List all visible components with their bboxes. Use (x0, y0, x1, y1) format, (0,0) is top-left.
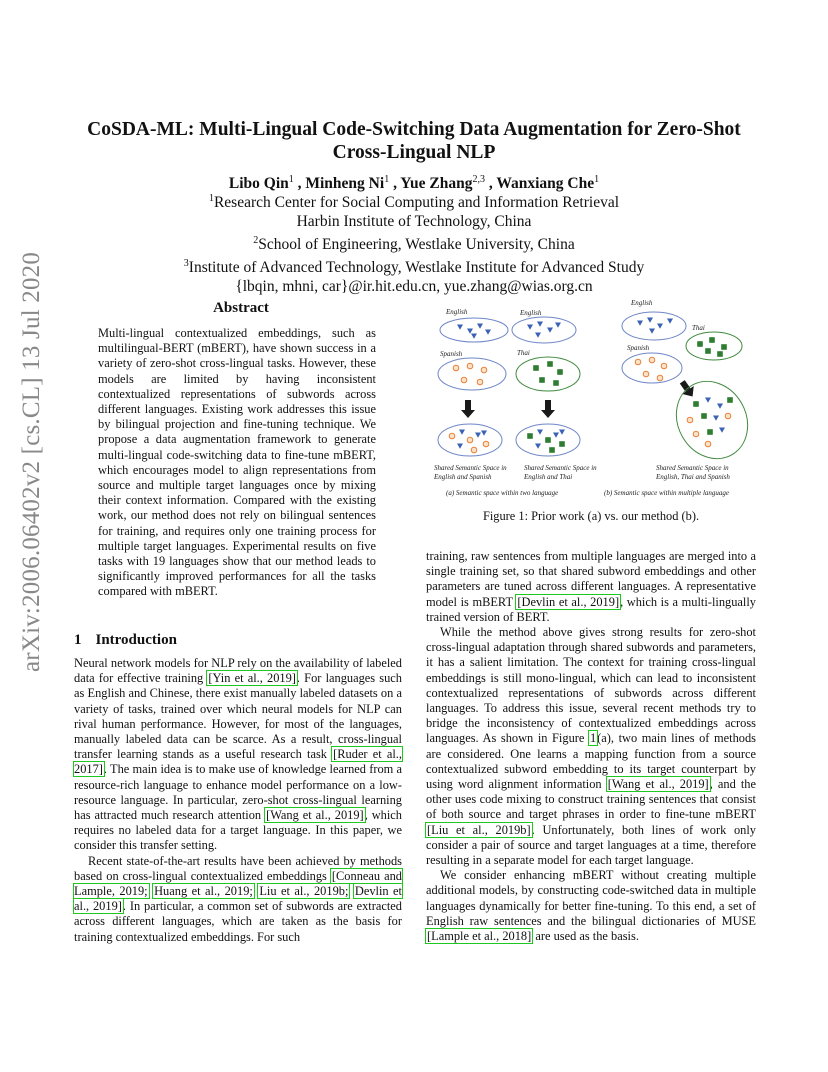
thai-marker-icon (697, 341, 703, 347)
figure-caption: Figure 1: Prior work (a) vs. our method (b). (482, 509, 700, 523)
subcaption-b: (b) Semantic space within multiple language (604, 489, 730, 497)
english-marker-icon (649, 329, 655, 334)
spanish-marker-icon (649, 357, 655, 363)
affiliations (80, 189, 748, 296)
english-marker-icon (457, 325, 463, 330)
english-marker-icon (457, 444, 463, 449)
english-marker-icon (535, 333, 541, 338)
english-marker-icon (713, 416, 719, 421)
thai-marker-icon (727, 397, 733, 403)
author-name: Libo Qin (228, 175, 289, 193)
thai-marker-icon (547, 361, 553, 367)
citation-link[interactable]: Liu et al., 2019b; (259, 884, 349, 899)
affiliation-1 (80, 189, 748, 212)
paper-title (80, 118, 748, 164)
spanish-marker-icon (449, 433, 455, 439)
english-marker-icon (537, 322, 543, 327)
author-name: Wanxiang Che (496, 175, 595, 193)
down-arrow-icon (541, 400, 555, 418)
figure-1 (426, 292, 756, 504)
affiliation-text: Research Center for Social Computing and Information Retrieval (213, 194, 620, 212)
section-heading-introduction (74, 632, 177, 649)
spanish-marker-icon (643, 371, 649, 377)
spanish-marker-icon (467, 363, 473, 369)
citation-link[interactable]: [Wang et al., 2019] (266, 808, 364, 823)
citation-link[interactable]: [Lample et al., 2018] (427, 929, 532, 944)
english-marker-icon (717, 404, 723, 409)
shared-space-ellipse (663, 368, 756, 471)
spanish-marker-icon (687, 417, 693, 423)
thai-marker-icon (527, 433, 533, 439)
english-marker-icon (467, 329, 473, 334)
intro-paragraph-4: While the method above gives strong results for zero-shot cross-lingual adaptation through shared subwords and parameters, it has a salient limitation. The context for training cross-lingual embeddings is still mono-lingual, which can lead to inconsistent contextualized representations of subwords across different languages. To address this issue, several recent methods try to bridge the inconsistency of contextualized embeddings across languages. As shown in Figure 1(a), two main lines of methods are considered. One learns a mapping function from a source contextualized subword embedding to its target counterpart by using word alignment information [Wang et al., 2019], and the other uses code mixing to construct training sentences that consist of both source and target phrases in order to fine-tune mBERT [Liu et al., 2019b]. Unfortunately, both lines of work only consider a pair of source and target languages at a time, therefore resulting in a separate model for each target language. (426, 625, 757, 868)
english-marker-icon (559, 430, 565, 435)
citation-link[interactable]: Huang et al., 2019; (154, 884, 253, 899)
spanish-marker-icon (635, 359, 641, 365)
author-affiliation-mark: 1 (384, 174, 390, 185)
intro-paragraph-2: Recent state-of-the-art results have been achieved by methods based on cross-lingual contextualized embeddings [Conneau and Lample, 2019; Huang et al., 2019; Liu et al., 2019b; Devlin et al., 2019]. In particular, a common set of subwords are extracted across different languages, which are taken as the basis for training contextualized embeddings. For such (74, 853, 403, 944)
spanish-marker-icon (725, 413, 731, 419)
citation-link[interactable]: [Liu et al., 2019b] (427, 822, 531, 837)
english-marker-icon (477, 324, 483, 329)
label-english: English (631, 299, 653, 307)
thai-ellipse (686, 332, 742, 360)
spanish-marker-icon (471, 447, 477, 453)
english-marker-icon (647, 318, 653, 323)
author-emails: {lbqin, mhni, car}@ir.hit.edu.cn, yue.zhang@wias.org.cn (235, 278, 593, 296)
thai-marker-icon (559, 441, 565, 447)
spanish-marker-icon (481, 367, 487, 373)
spanish-marker-icon (693, 431, 699, 437)
english-marker-icon (471, 334, 477, 339)
spanish-marker-icon (453, 365, 459, 371)
english-marker-icon (637, 321, 643, 326)
english-marker-icon (535, 444, 541, 449)
affiliation-mark: 2 (253, 235, 259, 247)
english-marker-icon (705, 398, 711, 403)
english-marker-icon (475, 433, 481, 438)
affiliation-text: School of Engineering, Westlake University, China (258, 236, 575, 254)
spanish-marker-icon (705, 441, 711, 447)
spanish-marker-icon (461, 377, 467, 383)
intro-paragraph-1: Neural network models for NLP rely on the availability of labeled data for effective training [Yin et al., 2019]. For languages such as English and Chinese, there exist manually labeled datasets on a variety of tasks, trained over which neural models for NLP can rival human performance. However, for most of the languages, manually labeled data can be scarce. As a result, cross-lingual transfer learning stands as a useful research task [Ruder et al., 2017]. The main idea is to make use of knowledge learned from a resource-rich language to enhance model performance on a low-resource language. In particular, zero-shot cross-lingual learning has attracted much research attention [Wang et al., 2019], which requires no labeled data for a target language. In this paper, we consider this transfer setting. (74, 656, 403, 853)
citation-link[interactable]: Devlin et al., 2019] (74, 884, 403, 914)
shared-space-label: English and Thai (524, 473, 573, 481)
arxiv-identifier: arXiv:2006.06402v2 [cs.CL] 13 Jul 2020 (18, 251, 45, 672)
figure-1-diagram (426, 292, 756, 504)
thai-marker-icon (553, 380, 559, 386)
thai-marker-icon (721, 344, 727, 350)
subcaption-a: (a) Semantic space within two language (446, 489, 559, 497)
thai-marker-icon (701, 413, 707, 419)
affiliation-1-line-2: Harbin Institute of Technology, China (296, 213, 532, 231)
spanish-marker-icon (661, 363, 667, 369)
citation-link[interactable]: [Yin et al., 2019] (208, 671, 296, 686)
abstract-text: Multi-lingual contextualized embeddings, such as multilingual-BERT (mBERT), have shown success in a variety of zero-shot cross-lingual tasks. However, these models are limited by having inconsistent contextualized representations of subwords across different languages. Existing work addresses this issue by bilingual projection and fine-tuning technique. We propose a data augmentation framework to generate multi-lingual code-switching data to fine-tune mBERT, which encourages model to align representations from source and multiple target languages once by mixing their context information. Compared with the existing work, our method does not rely on bilingual sentences for training, and requires only one training process for multiple target languages. Experimental results on five tasks with 19 languages show that our method leads to significantly improved performances for all the tasks compared with mBERT. (98, 326, 376, 599)
thai-marker-icon (709, 337, 715, 343)
english-marker-icon (553, 433, 559, 438)
spanish-ellipse (438, 358, 506, 390)
section-number: 1 (74, 632, 82, 648)
thai-marker-icon (533, 365, 539, 371)
thai-marker-icon (545, 437, 551, 443)
english-marker-icon (537, 430, 543, 435)
thai-marker-icon (705, 348, 711, 354)
label-spanish: Spanish (627, 344, 650, 352)
shared-space-label: Shared Semantic Space in (434, 464, 507, 472)
english-marker-icon (657, 324, 663, 329)
shared-space-label: English, Thai and Spanish (656, 473, 730, 481)
title-line-2: Cross-Lingual NLP (332, 142, 496, 163)
thai-marker-icon (539, 377, 545, 383)
spanish-marker-icon (483, 441, 489, 447)
english-marker-icon (485, 330, 491, 335)
affiliation-mark: 1 (208, 193, 214, 204)
citation-link[interactable]: [Ruder et al., 2017] (74, 747, 402, 777)
intro-paragraph-5: We consider enhancing mBERT without creating multiple additional models, by constructing code-switched data in multiple languages dynamically for better fine-tuning. To this end, a set of English raw sentences and the bilingual dictionaries of MUSE [Lample et al., 2018] are used as the basis. (426, 868, 756, 944)
affiliation-mark: 3 (183, 258, 189, 270)
section-title: Introduction (95, 632, 177, 648)
author-list: Libo Qin$^1$ , Minheng Ni$^1$ , Yue Zhang$^{2,3}$ , Wanxiang Che$^1$ (228, 174, 600, 193)
shared-space-label: Shared Semantic Space in (656, 464, 729, 472)
figure-reference-link[interactable]: 1 (589, 731, 597, 746)
english-marker-icon (459, 430, 465, 435)
thai-marker-icon (557, 369, 563, 375)
citation-link[interactable]: [Conneau and Lample, 2019; (74, 868, 402, 899)
left-column-body (74, 656, 402, 945)
affiliation-3 (80, 254, 748, 277)
shared-space-label: Shared Semantic Space in (524, 464, 597, 472)
down-arrow-icon (461, 400, 475, 418)
author-name: Minheng Ni (305, 175, 385, 193)
thai-marker-icon (707, 429, 713, 435)
thai-marker-icon (693, 401, 699, 407)
label-english: English (446, 308, 468, 316)
right-column-body (426, 549, 756, 944)
spanish-marker-icon (657, 375, 663, 381)
author-affiliation-mark: 2,3 (472, 174, 485, 185)
abstract-heading: Abstract (213, 300, 269, 316)
spanish-marker-icon (467, 437, 473, 443)
thai-marker-icon (717, 351, 723, 357)
author-affiliation-mark: 1 (594, 174, 600, 185)
title-line-1: CoSDA-ML: Multi-Lingual Code-Switching Data Augmentation for Zero-Shot (87, 119, 741, 140)
english-marker-icon (481, 431, 487, 436)
label-english: English (520, 309, 542, 317)
thai-marker-icon (549, 447, 555, 453)
intro-paragraph-3: training, raw sentences from multiple languages are merged into a single training set, so that shared subword embeddings and other parameters are tuned across different languages. A representative model is mBERT [Devlin et al., 2019], which is a multi-lingually trained version of BERT. (426, 549, 756, 624)
label-spanish: Spanish (440, 350, 463, 358)
shared-space-label: English and Spanish (434, 473, 492, 481)
english-marker-icon (667, 319, 673, 324)
english-ellipse (512, 317, 576, 343)
english-marker-icon (547, 328, 553, 333)
english-marker-icon (527, 325, 533, 330)
english-marker-icon (555, 323, 561, 328)
author-name: Yue Zhang (400, 175, 473, 193)
spanish-marker-icon (477, 379, 483, 385)
english-marker-icon (719, 428, 725, 433)
citation-link[interactable]: [Wang et al., 2019] (607, 777, 709, 792)
affiliation-2 (80, 231, 748, 254)
citation-link[interactable]: [Devlin et al., 2019] (517, 594, 620, 609)
author-affiliation-mark: 1 (288, 174, 294, 185)
affiliation-text: Institute of Advanced Technology, Westlake Institute for Advanced Study (188, 259, 645, 277)
label-thai: Thai (517, 349, 530, 357)
english-ellipse (622, 312, 686, 340)
label-thai: Thai (692, 324, 705, 332)
